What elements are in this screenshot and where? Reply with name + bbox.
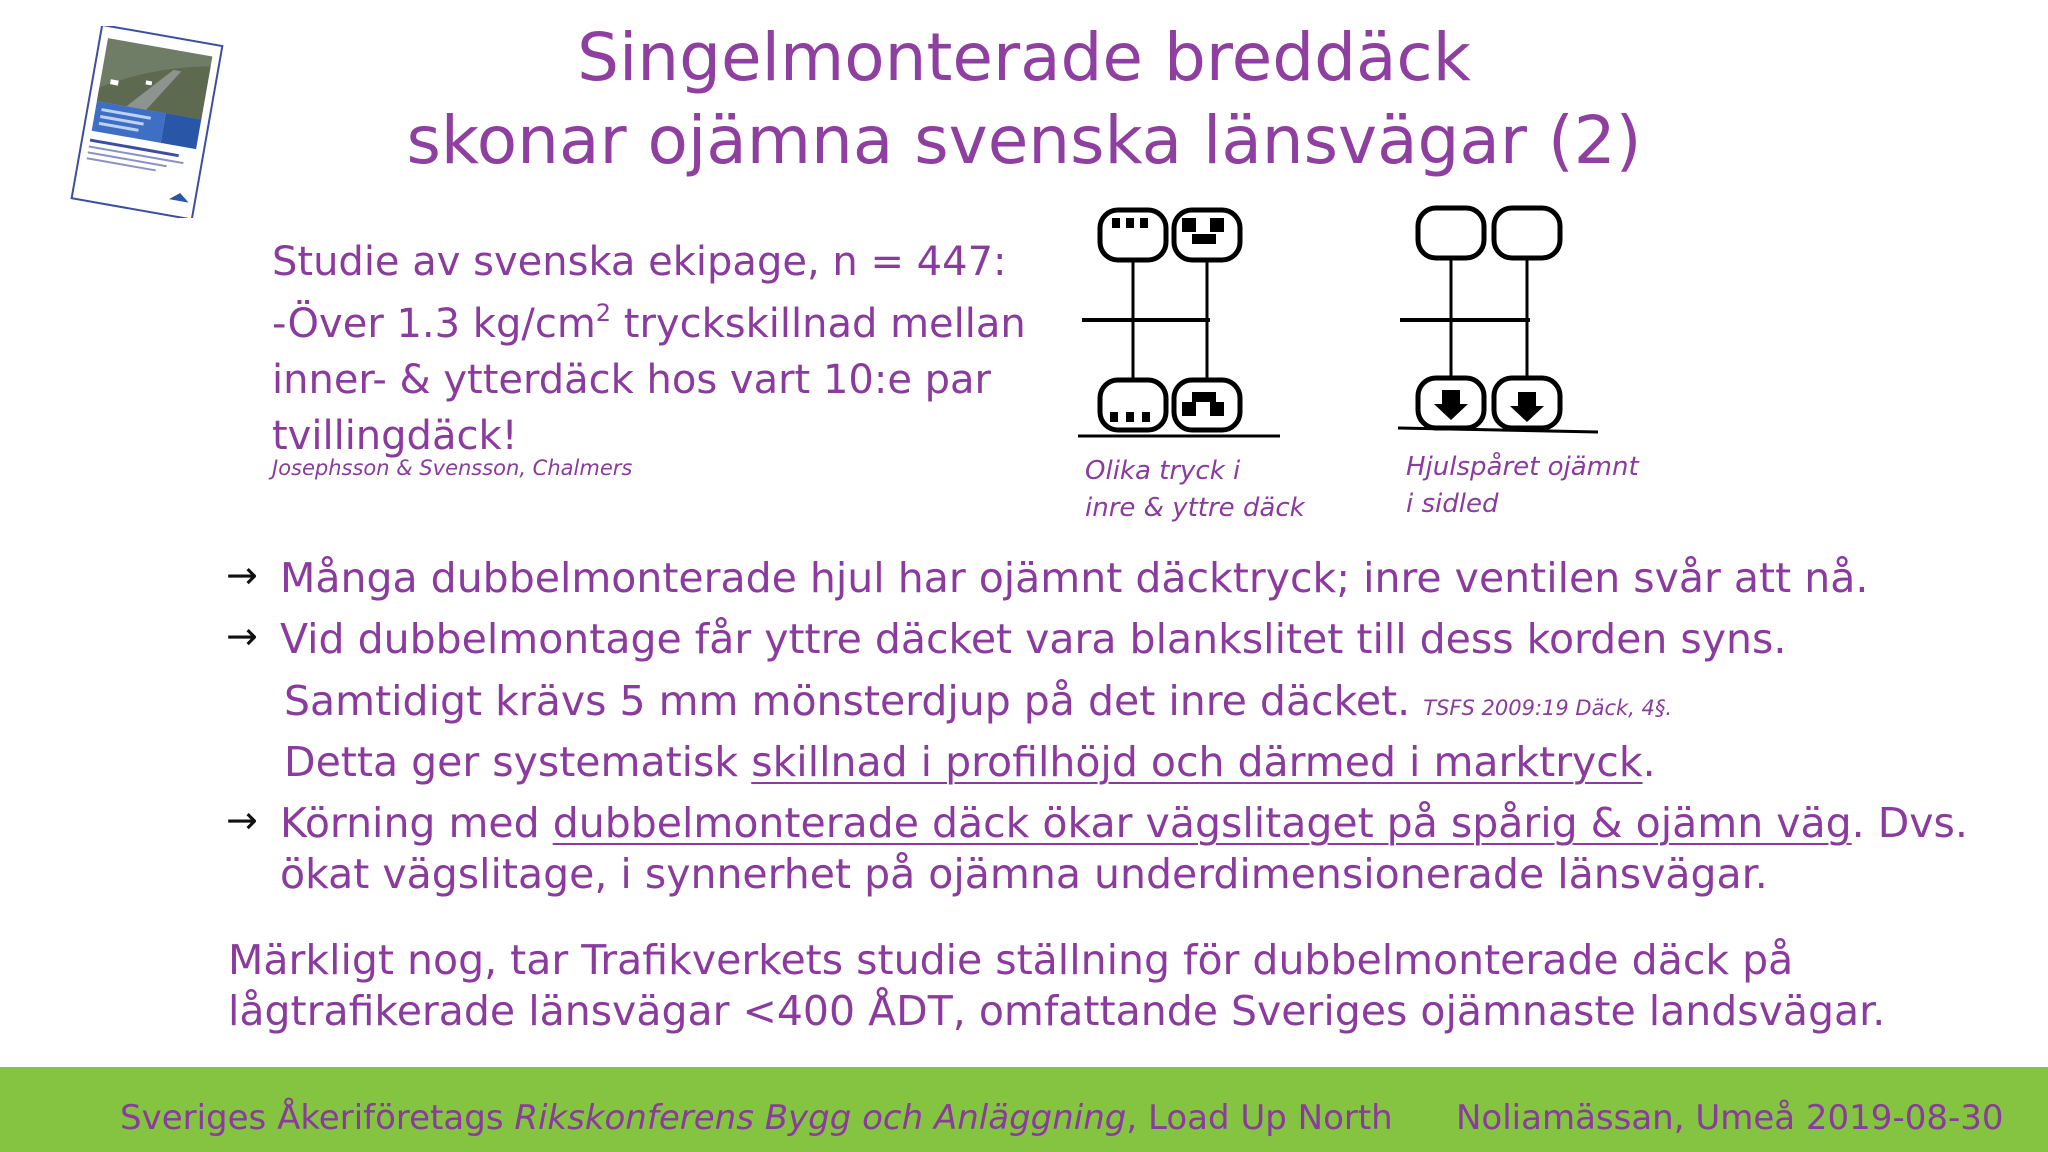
study-findings <box>272 296 1032 464</box>
study-line-1: -Över 1.3 $kg/cm^2$ tryckskillnad mellan <box>272 299 1026 347</box>
tire-top-right-icon <box>1494 208 1560 258</box>
bullet-2-continuation-1: Samtidigt krävs 5 mm mönsterdjup på det inre däcket. TSFS 2009:19 Däck, 4§. <box>284 677 1673 725</box>
arrow-icon: → <box>226 553 258 597</box>
bullet-2: Vid dubbelmontage får yttre däcket vara blankslitet till dess korden syns. <box>280 615 1787 663</box>
slide-title-line2: skonar ojämna svenska länsvägar (2) <box>406 102 1642 179</box>
tire-bottom-inner-icon <box>1100 380 1166 430</box>
study-citation: Josephsson & Svensson, Chalmers <box>272 456 633 480</box>
figure-caption-left: Olika tryck i inre & yttre däck <box>1085 456 1305 523</box>
bullet-1: Många dubbelmonterade hjul har ojämnt däcktryck; inre ventilen svår att nå. <box>280 554 1869 602</box>
footer-event: Sveriges Åkeriföretags Rikskonferens Bygg och Anläggning, Load Up North <box>120 1098 1393 1138</box>
study-line-3: tvillingdäck! <box>272 413 518 459</box>
figure-caption-right: Hjulspåret ojämnt i sidled <box>1406 452 1639 519</box>
study-heading: Studie av svenska ekipage, n = 447: <box>272 239 1007 285</box>
report-cover-image <box>64 26 228 218</box>
dual-tire-diagram <box>1070 196 1630 446</box>
tire-top-inner-icon <box>1100 210 1166 260</box>
tire-top-left-icon <box>1418 208 1484 258</box>
footer-location-date: Noliamässan, Umeå 2019-08-30 <box>1456 1098 2004 1138</box>
bullet-3-continuation: ökat vägslitage, i synnerhet på ojämna underdimensionerade länsvägar. <box>280 850 1768 898</box>
study-line-2: inner- & ytterdäck hos vart 10:e par <box>272 357 991 403</box>
closing-line-2: lågtrafikerade länsvägar <400 ÅDT, omfattande Sveriges ojämnaste landsvägar. <box>228 987 1886 1035</box>
slide-title-line1: Singelmonterade breddäck <box>577 19 1471 96</box>
closing-line-1: Märkligt nog, tar Trafikverkets studie ställning för dubbelmonterade däck på <box>228 936 1794 984</box>
arrow-icon: → <box>226 798 258 842</box>
arrow-icon: → <box>226 614 258 658</box>
bullet-2-continuation-2: Detta ger systematisk skillnad i profilhöjd och därmed i marktryck. <box>284 738 1656 786</box>
bullet-3: Körning med dubbelmonterade däck ökar vägslitaget på spårig & ojämn väg. Dvs. <box>280 799 1968 847</box>
regulation-reference: TSFS 2009:19 Däck, 4§. <box>1423 696 1673 720</box>
